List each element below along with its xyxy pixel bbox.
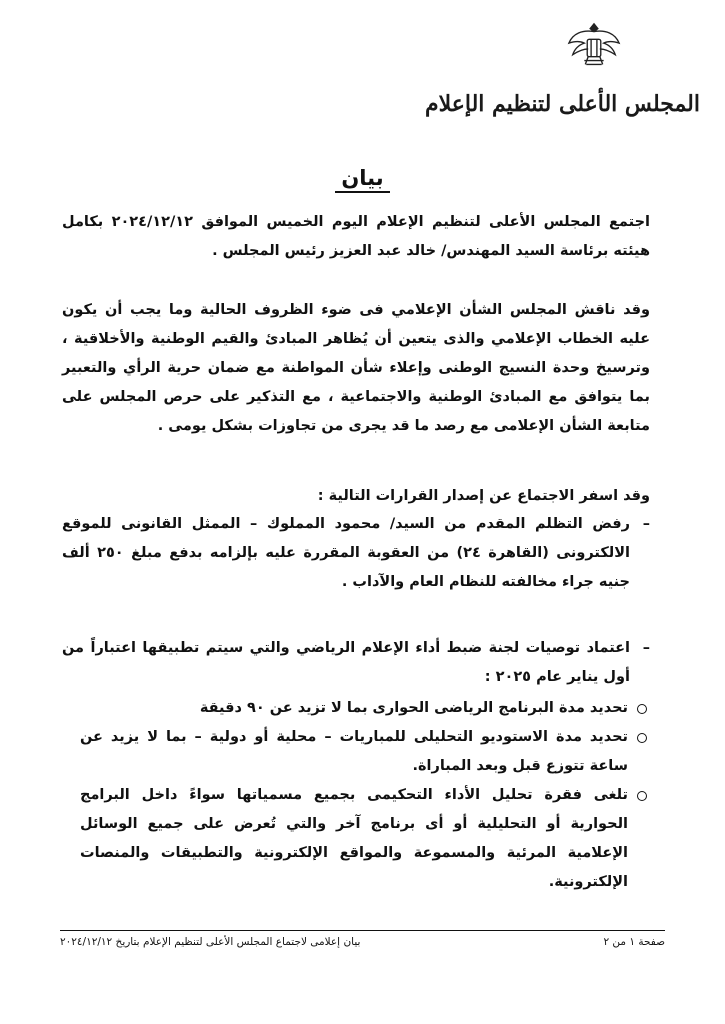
circle-bullet-icon — [637, 791, 647, 801]
dash-marker: – — [642, 640, 650, 656]
decision-item: – رفض التظلم المقدم من السيد/ محمود المملوك – الممثل القانونى للموقع الالكترونى (القاهرة ٢٤) من العقوبة المقررة عليه بإلزامه بدفع مبلغ ٢٥٠ ألف جنيه جراء مخالفته للنظام العام والآداب . — [62, 510, 650, 597]
list-item: تحديد مدة الاستوديو التحليلى للمباريات – محلية أو دولية – بما لا يزيد عن ساعة تتوزع قبل وبعد المباراة. — [80, 723, 650, 781]
list-item: تحديد مدة البرنامج الرياضى الحوارى بما لا تزيد عن ٩٠ دقيقة — [80, 694, 650, 723]
paragraph-discussion: وقد ناقش المجلس الشأن الإعلامي فى ضوء الظروف الحالية وما يجب أن يكون عليه الخطاب الإعلامي والذى يتعين أن يُظاهر المبادئ والقيم الوطنية والأخلاقية ، وترسيخ وحدة النسيج الوطنى وإعلاء شأن المواطنة مع ضمان حرية الرأي والتعبير بما يتوافق مع المبادئ الوطنية والاجتماعية ، مع التذكير على حرص المجلس على متابعة الشأن الإعلامى مع رصد ما قد يجرى من تجاوزات بشكل يومى . — [62, 302, 650, 434]
footer-divider — [60, 930, 665, 931]
dash-marker: – — [642, 516, 650, 532]
footer-caption: بيان إعلامى لاجتماع المجلس الأعلى لتنظيم الإعلام بتاريخ ٢٠٢٤/١٢/١٢ — [60, 936, 361, 948]
document-title: بيان — [0, 166, 725, 190]
circle-bullet-icon — [637, 733, 647, 743]
eagle-emblem-icon — [565, 18, 623, 76]
circle-bullet-icon — [637, 704, 647, 714]
footer — [60, 936, 665, 948]
recommendations-list — [80, 694, 650, 897]
list-item: تلغى فقرة تحليل الأداء التحكيمى بجميع مسمياتها سواءً داخل البرامج الحوارية أو التحليلية أو أى برنامج آخر والتي تُعرض على جميع الوسائل الإعلامية المرئية والمسموعة والمواقع الإلكترونية والتطبيقات والمنصات الإلكترونية. — [80, 781, 650, 897]
paragraph-meeting: اجتمع المجلس الأعلى لتنظيم الإعلام اليوم الخميس الموافق ٢٠٢٤/١٢/١٢ بكامل هيئته برئاسة السيد المهندس/ خالد عبد العزيز رئيس المجلس . — [62, 214, 650, 259]
council-logo-text: المجلس الأعلى لتنظيم الإعلام — [424, 91, 700, 117]
paragraph-decisions-intro: وقد اسفر الاجتماع عن إصدار القرارات التالية : — [317, 488, 650, 504]
decision-item: – اعتماد توصيات لجنة ضبط أداء الإعلام الرياضي والتي سيتم تطبيقها اعتباراً من أول يناير عام ٢٠٢٥ : — [62, 634, 650, 692]
page-number: صفحة ١ من ٢ — [603, 936, 665, 948]
